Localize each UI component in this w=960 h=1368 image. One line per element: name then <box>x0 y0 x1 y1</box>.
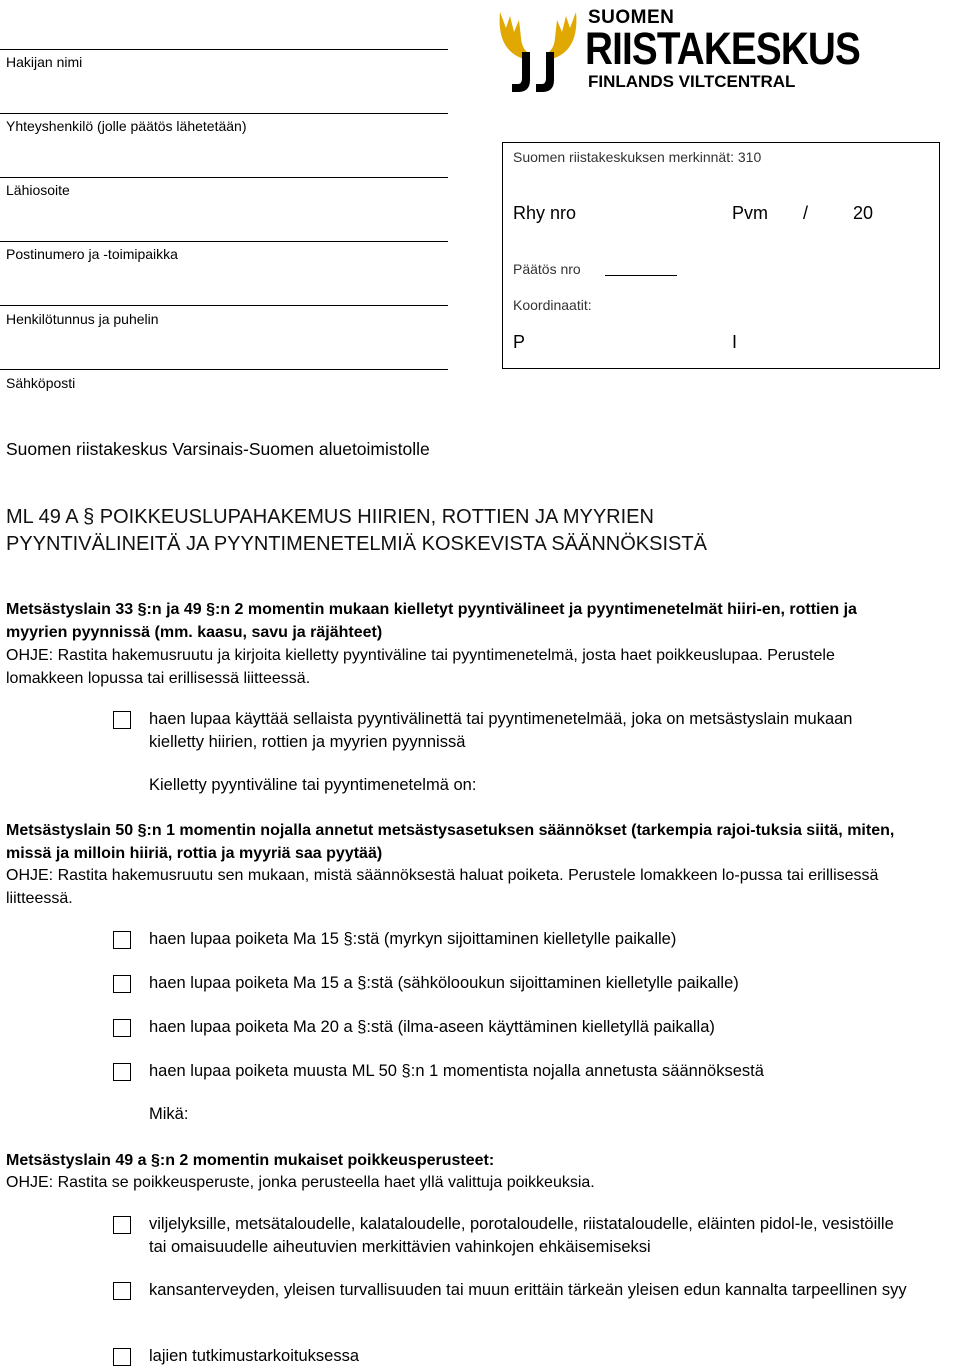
form-title-line2: PYYNTIVÄLINEITÄ JA PYYNTIMENETELMIÄ KOSKEVISTA SÄÄNNÖKSISTÄ <box>6 533 707 555</box>
section3-heading: Metsästyslain 49 a §:n 2 momentin mukaiset poikkeusperusteet: <box>6 1152 495 1169</box>
forbidden-method-label: haen lupaa käyttää sellaista pyyntivälinettä tai pyyntimenetelmää, joka on metsästyslain mukaan kielletty hiirien, rottien ja myyrien pyynnissä <box>149 710 853 751</box>
grounds-option-checkbox[interactable] <box>113 1348 131 1366</box>
riistakeskus-logo <box>490 6 960 96</box>
contact-line <box>0 113 448 114</box>
exemption-option-checkbox[interactable] <box>113 1063 131 1081</box>
date-label: Pvm <box>732 203 768 223</box>
logo-line-suomen: SUOMEN <box>588 7 675 28</box>
exemption-option-checkbox[interactable] <box>113 931 131 949</box>
id-phone-label: Henkilötunnus ja puhelin <box>6 311 159 327</box>
email-line <box>0 369 448 370</box>
contact-person-label: Yhteyshenkilö (jolle päätös lähetetään) <box>6 118 247 134</box>
coordinate-i-label: I <box>732 332 738 352</box>
postal-line <box>0 241 448 242</box>
decision-number-label: Päätös nro <box>513 261 581 277</box>
exemption-option-checkbox[interactable] <box>113 975 131 993</box>
grounds-option-checkbox[interactable] <box>113 1282 131 1300</box>
id-phone-line <box>0 305 448 306</box>
office-use-box <box>502 142 940 369</box>
exemption-option-checkbox[interactable] <box>113 1019 131 1037</box>
exemption-option-label: haen lupaa poiketa Ma 15 a §:stä (sähkölooukun sijoittaminen kielletylle paikalle) <box>149 974 739 992</box>
exemption-option-label: haen lupaa poiketa muusta ML 50 §:n 1 momentista nojalla annetusta säännöksestä <box>149 1062 764 1080</box>
date-separator: / <box>803 203 809 223</box>
grounds-option-checkbox[interactable] <box>113 1216 131 1234</box>
applicant-name-label: Hakijan nimi <box>6 54 83 70</box>
which-regulation-label: Mikä: <box>149 1105 189 1123</box>
section3-instructions: OHJE: Rastita se poikkeusperuste, jonka perusteella haet yllä valittuja poikkeuksia. <box>6 1174 595 1191</box>
forbidden-method-field-label: Kielletty pyyntiväline tai pyyntimenetelmä on: <box>149 776 477 794</box>
rhy-number-label: Rhy nro <box>513 203 577 223</box>
section1-instructions: OHJE: Rastita hakemusruutu ja kirjoita kielletty pyyntiväline tai pyyntimenetelmä, josta haet poikkeuslupaa. Perustele lomakkeen lopussa tai erillisessä liitteessä. <box>6 647 835 687</box>
section2-heading: Metsästyslain 50 §:n 1 momentin nojalla annetut metsästysasetuksen säännökset (tarkempia rajoi-tuksia siitä, miten, missä ja milloin hiiriä, rottia ja myyriä saa pyytää) <box>6 822 895 862</box>
antler-emblem-icon <box>492 10 584 94</box>
section1-heading: Metsästyslain 33 §:n ja 49 §:n 2 momentin mukaan kielletyt pyyntivälineet ja pyyntimenetelmät hiiri-en, rottien ja myyrien pyynnissä (mm. kaasu, savu ja räjähteet) <box>6 601 857 641</box>
year-prefix: 20 <box>853 203 874 223</box>
postal-code-label: Postinumero ja -toimipaikka <box>6 246 178 262</box>
logo-line-finlands: FINLANDS VILTCENTRAL <box>588 72 796 91</box>
coordinate-p-label: P <box>513 332 526 352</box>
forbidden-method-checkbox[interactable] <box>113 711 131 729</box>
section2-instructions: OHJE: Rastita hakemusruutu sen mukaan, mistä säännöksestä haluat poiketa. Perustele lomakkeen lo-pussa tai erillisessä liitteessä. <box>6 867 879 907</box>
exemption-option-label: haen lupaa poiketa Ma 15 §:stä (myrkyn sijoittaminen kielletylle paikalle) <box>149 930 677 948</box>
grounds-option-label: kansanterveyden, yleisen turvallisuuden tai muun erittäin tärkeän yleisen edun kannalta tarpeellinen syy <box>149 1281 907 1299</box>
grounds-option-label: viljelyksille, metsätaloudelle, kalataloudelle, porotaloudelle, riistataloudelle, eläinten pidol-le, vesistöille tai omaisuudelle aiheutuvien merkittävien vahinkojen ehkäisemiseksi <box>149 1215 894 1256</box>
recipient-line: Suomen riistakeskus Varsinais-Suomen aluetoimistolle <box>6 439 430 459</box>
grounds-option-label: lajien tutkimustarkoituksessa <box>149 1347 360 1365</box>
email-label: Sähköposti <box>6 375 76 391</box>
decision-number-line <box>605 275 677 276</box>
logo-line-riistakeskus: RIISTAKESKUS <box>585 23 860 74</box>
address-line <box>0 177 448 178</box>
name-line <box>0 49 448 50</box>
coordinates-label: Koordinaatit: <box>513 297 592 313</box>
form-title-line1: ML 49 A § POIKKEUSLUPAHAKEMUS HIIRIEN, ROTTIEN JA MYYRIEN <box>6 506 654 528</box>
office-notes-label: Suomen riistakeskuksen merkinnät: 310 <box>513 149 762 165</box>
street-address-label: Lähiosoite <box>6 182 70 198</box>
exemption-option-label: haen lupaa poiketa Ma 20 a §:stä (ilma-aseen käyttäminen kielletyllä paikalla) <box>149 1018 715 1036</box>
